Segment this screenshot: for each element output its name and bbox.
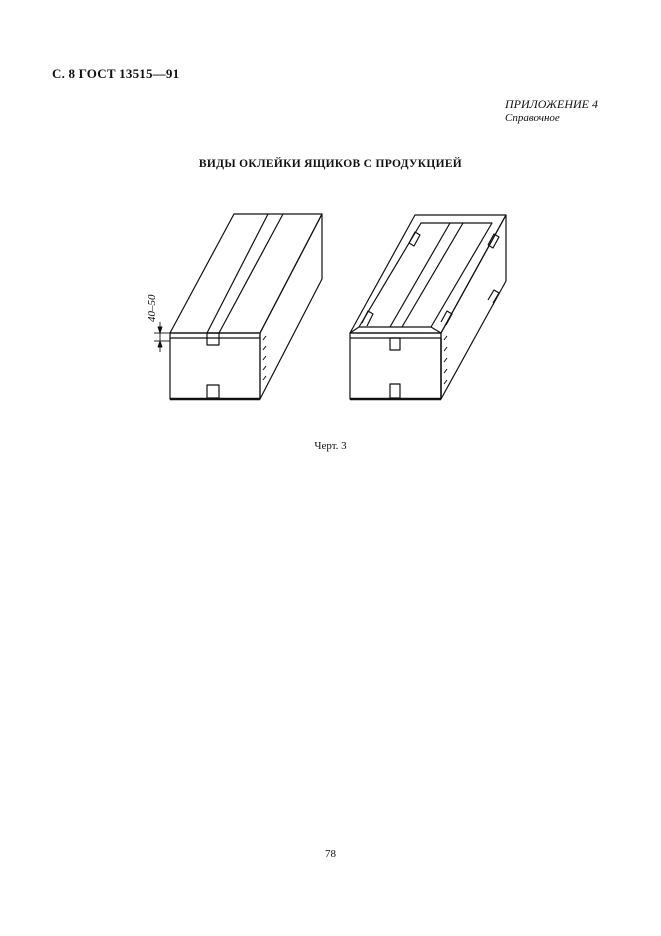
appendix-label: ПРИЛОЖЕНИЕ 4 xyxy=(505,97,598,111)
figure-caption: Черт. 3 xyxy=(314,440,347,452)
section-title: ВИДЫ ОКЛЕЙКИ ЯЩИКОВ С ПРОДУКЦИЕЙ xyxy=(198,158,463,170)
box-left-tape-strip xyxy=(207,214,283,333)
box-right xyxy=(350,215,506,399)
box-left-side-face xyxy=(260,214,322,399)
box-left-side-dashes xyxy=(263,336,266,380)
box-right-tape-end-bottom xyxy=(390,384,400,398)
appendix-reference: Справочное xyxy=(505,112,560,124)
box-right-center-tape xyxy=(390,223,463,327)
box-right-side-dashes xyxy=(444,336,447,384)
box-left-top-face xyxy=(170,214,322,333)
box-right-tape-end-top xyxy=(390,338,400,350)
dimension-marker xyxy=(154,322,170,352)
document-header: С. 8 ГОСТ 13515—91 xyxy=(52,66,180,81)
box-right-front-face xyxy=(350,333,441,399)
dimension-label: 40–50 xyxy=(146,294,158,322)
box-left-front-face xyxy=(170,333,260,399)
page-number: 78 xyxy=(325,848,336,860)
box-left-tape-end-bottom xyxy=(207,385,219,398)
box-right-top-face xyxy=(350,215,506,333)
box-right-perimeter-tape xyxy=(350,223,492,338)
box-left-tape-end-top xyxy=(207,333,219,345)
box-left xyxy=(146,214,322,399)
